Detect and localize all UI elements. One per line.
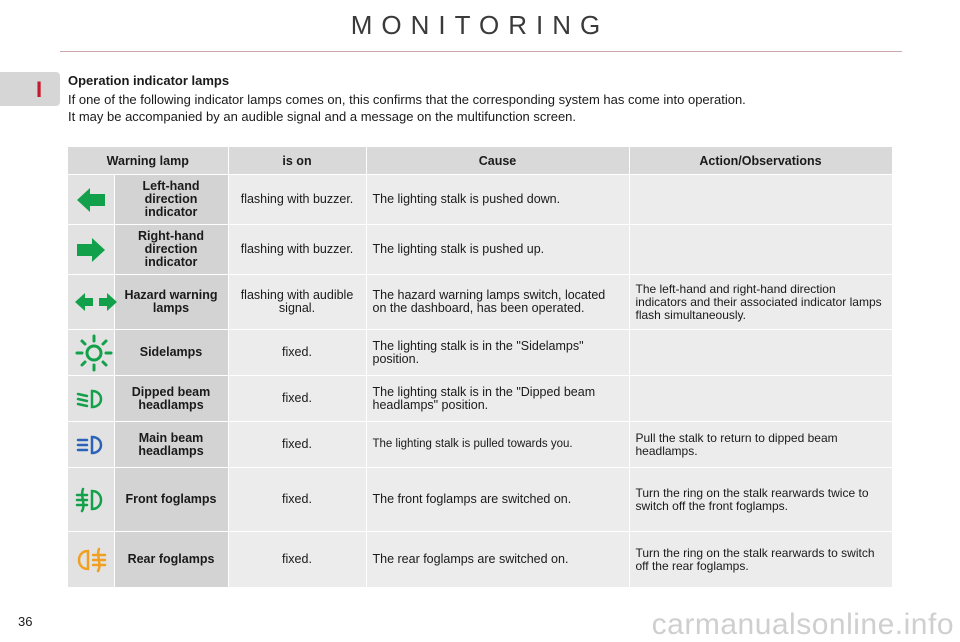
- table-header-row: [68, 147, 892, 175]
- cause-text: The lighting stalk is in the "Sidelamps" position.: [366, 330, 629, 376]
- action-text: The left-hand and right-hand direction indicators and their associated indicator lamps flash simultaneously.: [629, 275, 892, 330]
- table-row: [68, 225, 892, 275]
- left-arrow-icon: [75, 186, 107, 214]
- lamp-name: Hazard warning lamps: [114, 275, 228, 330]
- action-text: [629, 175, 892, 225]
- lamp-name: Rear foglamps: [114, 532, 228, 588]
- indicator-lamps-table: [68, 147, 893, 588]
- table-row: [68, 422, 892, 468]
- sidelamps-icon: [74, 334, 114, 372]
- table-row: [68, 468, 892, 532]
- icon-cell: [68, 275, 114, 330]
- front-foglamp-icon: [74, 486, 108, 514]
- lamp-name: Right-hand direction indicator: [114, 225, 228, 275]
- action-text: Pull the stalk to return to dipped beam headlamps.: [629, 422, 892, 468]
- page-number: 36: [18, 614, 33, 629]
- action-text: [629, 376, 892, 422]
- icon-cell: [68, 468, 114, 532]
- intro-text: [68, 91, 898, 125]
- cause-text: The hazard warning lamps switch, located on the dashboard, has been operated.: [366, 275, 629, 330]
- table-row: [68, 275, 892, 330]
- header-action: Action/Observations: [629, 147, 892, 175]
- table-row: [68, 532, 892, 588]
- icon-cell: [68, 532, 114, 588]
- lamp-name: Front foglamps: [114, 468, 228, 532]
- cause-text: The lighting stalk is in the "Dipped beam headlamps" position.: [366, 376, 629, 422]
- cause-text: The front foglamps are switched on.: [366, 468, 629, 532]
- is-on-value: fixed.: [228, 376, 366, 422]
- icon-cell: [68, 225, 114, 275]
- lamp-name: Dipped beam headlamps: [114, 376, 228, 422]
- header-is-on: is on: [228, 147, 366, 175]
- cause-text: The lighting stalk is pushed down.: [366, 175, 629, 225]
- table-row: [68, 175, 892, 225]
- action-text: [629, 330, 892, 376]
- lamp-name: Sidelamps: [114, 330, 228, 376]
- header-cause: Cause: [366, 147, 629, 175]
- section-heading: Operation indicator lamps: [68, 73, 230, 88]
- icon-cell: [68, 330, 114, 376]
- right-arrow-icon: [75, 236, 107, 264]
- table-row: [68, 330, 892, 376]
- title-divider: [60, 51, 902, 52]
- cause-text: The rear foglamps are switched on.: [366, 532, 629, 588]
- double-arrow-icon: [74, 290, 118, 314]
- main-beam-icon: [74, 433, 108, 457]
- chapter-tab: [0, 72, 60, 106]
- dipped-beam-icon: [74, 387, 108, 411]
- icon-cell: [68, 422, 114, 468]
- cause-text: The lighting stalk is pushed up.: [366, 225, 629, 275]
- is-on-value: fixed.: [228, 468, 366, 532]
- action-text: Turn the ring on the stalk rearwards twice to switch off the front foglamps.: [629, 468, 892, 532]
- lamp-name: Left-hand direction indicator: [114, 175, 228, 225]
- cause-text: The lighting stalk is pulled towards you.: [366, 422, 629, 468]
- is-on-value: fixed.: [228, 532, 366, 588]
- chapter-label: I: [36, 77, 43, 102]
- icon-cell: [68, 175, 114, 225]
- rear-foglamp-icon: [74, 546, 108, 574]
- page-title: MONITORING: [350, 10, 610, 40]
- is-on-value: flashing with buzzer.: [228, 225, 366, 275]
- is-on-value: fixed.: [228, 330, 366, 376]
- lamp-name: Main beam headlamps: [114, 422, 228, 468]
- action-text: Turn the ring on the stalk rearwards to switch off the rear foglamps.: [629, 532, 892, 588]
- is-on-value: flashing with buzzer.: [228, 175, 366, 225]
- intro-line: If one of the following indicator lamps comes on, this confirms that the corresponding system has come into operation.: [68, 92, 746, 107]
- action-text: [629, 225, 892, 275]
- is-on-value: flashing with audible signal.: [228, 275, 366, 330]
- icon-cell: [68, 376, 114, 422]
- is-on-value: fixed.: [228, 422, 366, 468]
- intro-line: It may be accompanied by an audible signal and a message on the multifunction screen.: [68, 109, 577, 124]
- table-row: [68, 376, 892, 422]
- header-warning-lamp: Warning lamp: [68, 147, 228, 175]
- watermark: carmanualsonline.info: [651, 608, 954, 641]
